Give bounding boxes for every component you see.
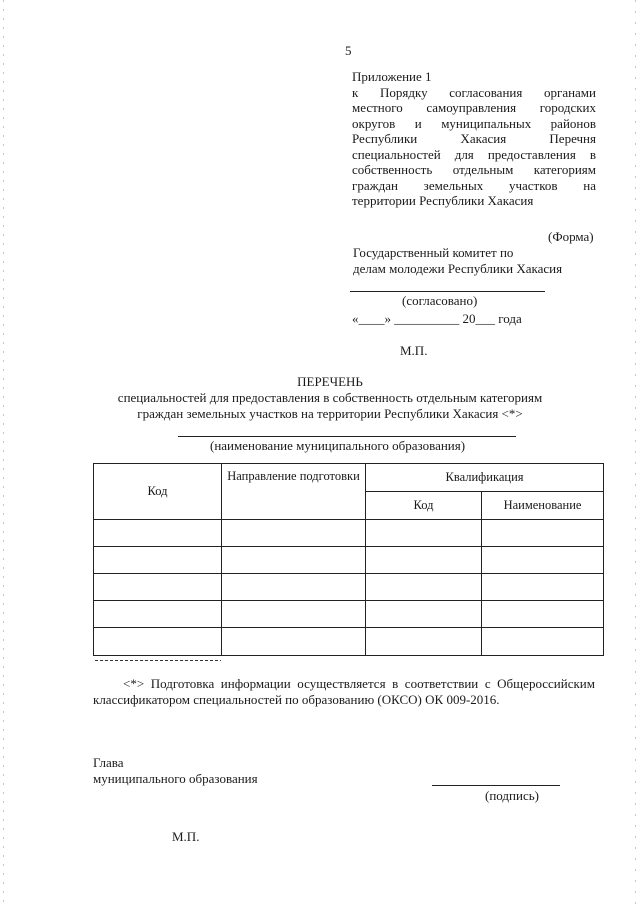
appendix-header (352, 69, 596, 209)
stamp-label-bottom: М.П. (172, 829, 200, 844)
agency-line-1: Государственный комитет по (353, 245, 514, 260)
table-row (94, 601, 604, 628)
appendix-line: к Порядку согласования органами (352, 84, 596, 100)
head-title-line-2: муниципального образования (93, 771, 258, 786)
table-row (94, 628, 604, 656)
appendix-line: местного самоуправления городских (352, 100, 596, 115)
specialties-table (93, 463, 604, 656)
municipality-name-line (178, 436, 516, 437)
head-signature-line (432, 785, 560, 786)
signature-label: (подпись) (485, 788, 539, 803)
approval-date-line: «____» __________ 20___ года (352, 311, 522, 326)
stamp-label-top: М.П. (400, 343, 428, 358)
footnote-body: <*> Подготовка информации осуществляется в соответствии с Общероссийским классификатором специальностей по образованию (ОКСО) ОК 009-2016. (93, 676, 595, 707)
form-label: (Форма) (548, 229, 594, 244)
footnote-separator (95, 660, 221, 661)
scan-edge-right (635, 0, 636, 905)
table-row (94, 520, 604, 547)
document-title: ПЕРЕЧЕНЬ (297, 374, 363, 389)
appendix-line: территории Республики Хакасия (352, 193, 534, 208)
column-header-qualification-code: Код (366, 492, 482, 520)
column-header-qualification: Квалификация (366, 464, 604, 492)
appendix-line: граждан земельных участков на (352, 177, 596, 193)
document-subtitle-line-2: граждан земельных участков на территории Республики Хакасия <*> (137, 406, 523, 421)
appendix-line: округов и муниципальных районов (352, 115, 596, 131)
table-row (94, 574, 604, 601)
column-header-direction: Направление подготовки (222, 464, 366, 520)
head-title-line-1: Глава (93, 755, 124, 770)
approved-label: (согласовано) (402, 293, 478, 308)
appendix-line: Приложение 1 (352, 69, 432, 84)
document-title-block (60, 374, 600, 422)
page-number: 5 (345, 43, 352, 58)
appendix-line: Республики Хакасия Перечня (352, 131, 596, 146)
appendix-line: специальностей для предоставления в (352, 146, 596, 162)
agency-line-2: делам молодежи Республики Хакасия (353, 261, 563, 276)
column-header-code: Код (94, 464, 222, 520)
appendix-line: собственность отдельным категориям (352, 162, 596, 177)
footnote-text (93, 676, 595, 708)
agency-signature-line (350, 291, 545, 292)
municipality-label: (наименование муниципального образования) (210, 438, 466, 453)
document-subtitle-line-1: специальностей для предоставления в собственность отдельным категориям (117, 390, 543, 405)
column-header-qualification-name: Наименование (482, 492, 604, 520)
table-row (94, 547, 604, 574)
scan-edge-left (3, 0, 4, 905)
